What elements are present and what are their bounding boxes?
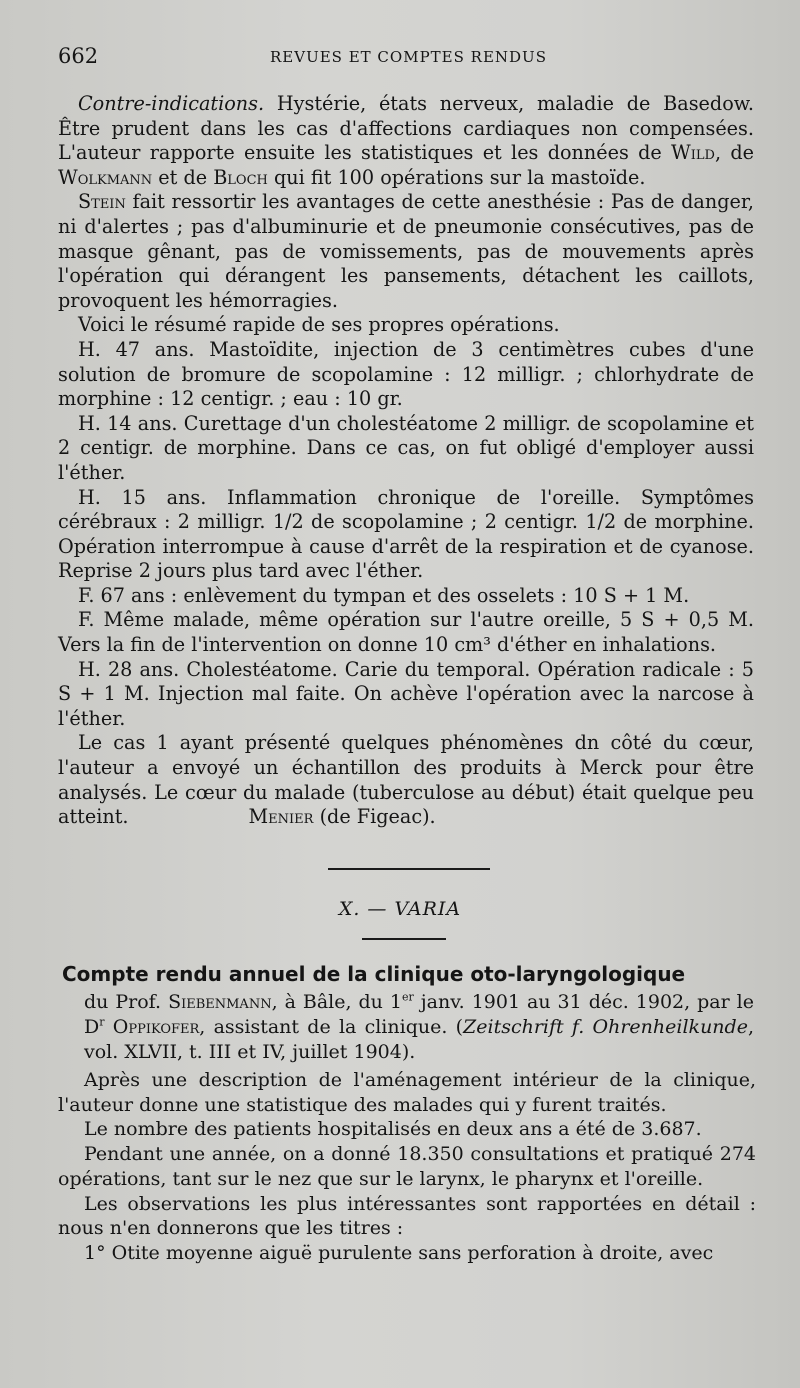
biblio-text: du Prof.	[84, 991, 169, 1013]
paragraph-text: fait ressortir les avantages de cette anesthésie : Pas de danger, ni d'alertes ; pas d'albuminurie et de pneumonie consécutives, pas de masque gênant, pas de vomissements, pas de mouvements après l'opération qui dérangent les pansements, détachent les caillots, provoquent les hémorragies.	[58, 190, 754, 312]
author-name: Bloch	[213, 165, 268, 189]
signature-name: Menier	[248, 805, 314, 829]
paragraph-text: Hystérie, états nerveux, maladie de Basedow. Être prudent dans les cas d'affections cardiaques non compensées. L'auteur rapporte ensuite les statistiques et les données de	[58, 92, 754, 165]
page-number: 662	[58, 44, 99, 68]
paragraph: Pendant une année, on a donné 18.350 consultations et pratiqué 274 opérations, tant sur le nez que sur le larynx, le pharynx et l'oreille.	[58, 1143, 756, 1190]
author-name: Oppikofer	[112, 1015, 200, 1038]
paragraph-contraindications	[58, 92, 754, 190]
biblio-text	[105, 1016, 113, 1038]
author-name: Stein	[78, 190, 126, 214]
running-head: REVUES ET COMPTES RENDUS	[270, 48, 547, 66]
biblio-text: janv. 1901 au 31 déc. 1902, par le D	[84, 991, 754, 1038]
subheading: Contre-indications.	[78, 92, 265, 115]
paragraph-conclusion	[58, 731, 754, 829]
paragraph-advantages	[58, 190, 754, 313]
author-name: Siebenmann	[168, 991, 272, 1013]
biblio-text: , à Bâle, du 1	[271, 991, 402, 1013]
case-paragraph: H. 28 ans. Cholestéatome. Carie du temporal. Opération radicale : 5 S + 1 M. Injection mal faite. On achève l'opération avec la narcose à l'éther.	[58, 657, 754, 730]
paragraph: Après une description de l'aménagement intérieur de la clinique, l'auteur donne une statistique des malades qui y furent traités.	[58, 1069, 756, 1116]
superscript: r	[99, 1015, 105, 1029]
paragraph-text: , de	[714, 141, 754, 165]
section-rule-bottom	[362, 938, 446, 940]
section-title: X. — VARIA	[338, 898, 462, 920]
superscript: er	[401, 990, 414, 1004]
section-rule-top	[328, 868, 490, 870]
paragraph-summary-intro: Voici le résumé rapide de ses propres opérations.	[78, 313, 560, 337]
author-name: Wild	[671, 141, 715, 165]
paragraph: Le nombre des patients hospitalisés en deux ans a été de 3.687.	[84, 1118, 702, 1141]
case-paragraph: H. 15 ans. Inflammation chronique de l'oreille. Symptômes cérébraux : 2 milligr. 1/2 de scopolamine ; 2 centigr. 1/2 de morphine. Opération interrompue à cause d'arrêt de la respiration et de cyanose. Reprise 2 jours plus tard avec l'éther.	[58, 485, 754, 583]
biblio-text: , vol. XLVII, t. III et IV, juillet 1904).	[84, 1015, 754, 1063]
case-paragraph: F. Même malade, même opération sur l'autre oreille, 5 S + 0,5 M. Vers la fin de l'intervention on donne 10 cm³ d'éther en inhalations.	[58, 608, 754, 657]
author-name: Wolkmann	[58, 165, 153, 189]
case-paragraph: H. 14 ans. Curettage d'un cholestéatome 2 milligr. de scopolamine et 2 centigr. de morphine. Dans ce cas, on fut obligé d'employer aussi l'éther.	[58, 411, 754, 484]
bibliographic-reference	[84, 990, 754, 1064]
signature-place: (de Figeac).	[313, 805, 436, 829]
case-paragraph: H. 47 ans. Mastoïdite, injection de 3 centimètres cubes d'une solution de bromure de scopolamine : 12 milligr. ; chlorhydrate de morphine : 12 centigr. ; eau : 10 gr.	[58, 337, 754, 411]
paragraph-text: et de	[152, 165, 214, 189]
journal-title: Zeitschrift f. Ohrenheilkunde	[463, 1015, 748, 1038]
paragraph: 1° Otite moyenne aiguë purulente sans perforation à droite, avec	[84, 1241, 714, 1264]
biblio-text: , assistant de la clinique. (	[199, 1015, 464, 1038]
paragraph-text: qui fit 100 opérations sur la mastoïde.	[267, 165, 646, 189]
review-text	[58, 92, 754, 830]
paragraph: Les observations les plus intéressantes sont rapportées en détail : nous n'en donnerons que les titres :	[58, 1192, 756, 1240]
page-header	[58, 44, 754, 74]
article-text	[58, 1068, 756, 1266]
article-title: Compte rendu annuel de la clinique oto-laryngologique	[62, 962, 686, 986]
case-paragraph: F. 67 ans : enlèvement du tympan et des osselets : 10 S + 1 M.	[78, 583, 690, 607]
paragraph-text: Le cas 1 ayant présenté quelques phénomènes dn côté du cœur, l'auteur a envoyé un échantillon des produits à Merck pour être analysés. Le cœur du malade (tuberculose au début) était quelque peu atteint.	[58, 731, 754, 829]
